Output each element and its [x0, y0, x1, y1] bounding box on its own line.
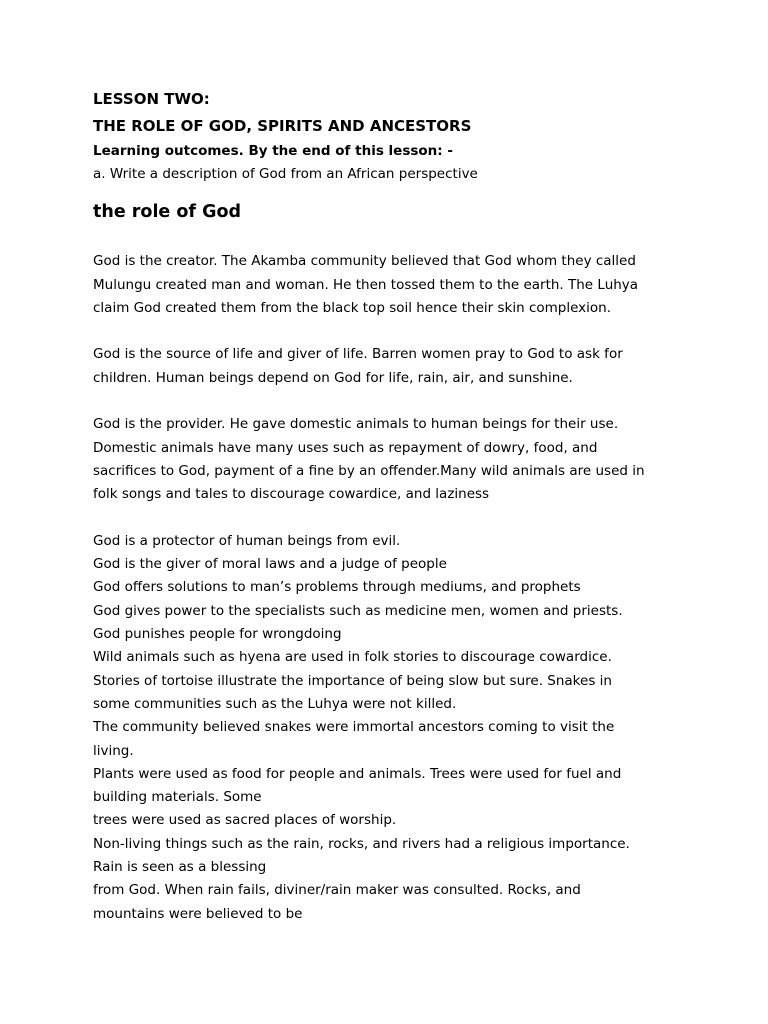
- body-line: God is the source of life and giver of life. Barren women pray to God to ask for: [93, 346, 623, 363]
- spacer: [93, 507, 693, 530]
- paragraph-roles-list: [93, 530, 693, 926]
- section-heading: the role of God: [93, 202, 242, 223]
- document-page: [93, 86, 693, 926]
- lesson-title: THE ROLE OF GOD, SPIRITS AND ANCESTORS: [93, 117, 472, 135]
- body-line: trees were used as sacred places of worship.: [93, 812, 397, 829]
- body-line: Wild animals such as hyena are used in folk stories to discourage cowardice.: [93, 649, 612, 666]
- body-line: Rain is seen as a blessing: [93, 859, 267, 876]
- body-line: God is the provider. He gave domestic animals to human beings for their use.: [93, 416, 619, 433]
- spacer: [93, 320, 693, 343]
- body-line: living.: [93, 742, 134, 759]
- body-line: God is the giver of moral laws and a judge of people: [93, 556, 447, 573]
- lesson-label: LESSON TWO:: [93, 90, 210, 108]
- body-line: mountains were believed to be: [93, 905, 303, 922]
- outcome-a: a. Write a description of God from an African perspective: [93, 166, 478, 182]
- body-line: Plants were used as food for people and animals. Trees were used for fuel and: [93, 765, 622, 782]
- paragraph-provider: [93, 413, 693, 506]
- body-line: God punishes people for wrongdoing: [93, 626, 342, 643]
- body-line: building materials. Some: [93, 789, 262, 806]
- body-line: some communities such as the Luhya were not killed.: [93, 695, 457, 712]
- body-line: sacrifices to God, payment of a fine by an offender.Many wild animals are used in: [93, 462, 645, 479]
- body-line: Mulungu created man and woman. He then tossed them to the earth. The Luhya: [93, 276, 639, 293]
- outcomes-heading: Learning outcomes. By the end of this lesson: -: [93, 143, 453, 159]
- body-line: children. Human beings depend on God for life, rain, air, and sunshine.: [93, 369, 573, 386]
- body-line: God is a protector of human beings from evil.: [93, 532, 401, 549]
- body-line: Stories of tortoise illustrate the importance of being slow but sure. Snakes in: [93, 672, 612, 689]
- body-line: folk songs and tales to discourage cowardice, and laziness: [93, 486, 490, 503]
- paragraph-creator: [93, 250, 693, 320]
- body-line: God offers solutions to man’s problems through mediums, and prophets: [93, 579, 581, 596]
- body-line: from God. When rain fails, diviner/rain maker was consulted. Rocks, and: [93, 882, 581, 899]
- body-line: The community believed snakes were immortal ancestors coming to visit the: [93, 719, 615, 736]
- paragraph-source-of-life: [93, 343, 693, 390]
- body-line: God gives power to the specialists such as medicine men, women and priests.: [93, 602, 623, 619]
- body-line: claim God created them from the black top soil hence their skin complexion.: [93, 299, 612, 316]
- spacer: [93, 390, 693, 413]
- body-line: Non-living things such as the rain, rocks, and rivers had a religious importance.: [93, 835, 630, 852]
- spacer: [93, 224, 693, 250]
- body-line: God is the creator. The Akamba community believed that God whom they called: [93, 253, 636, 270]
- body-line: Domestic animals have many uses such as repayment of dowry, food, and: [93, 439, 598, 456]
